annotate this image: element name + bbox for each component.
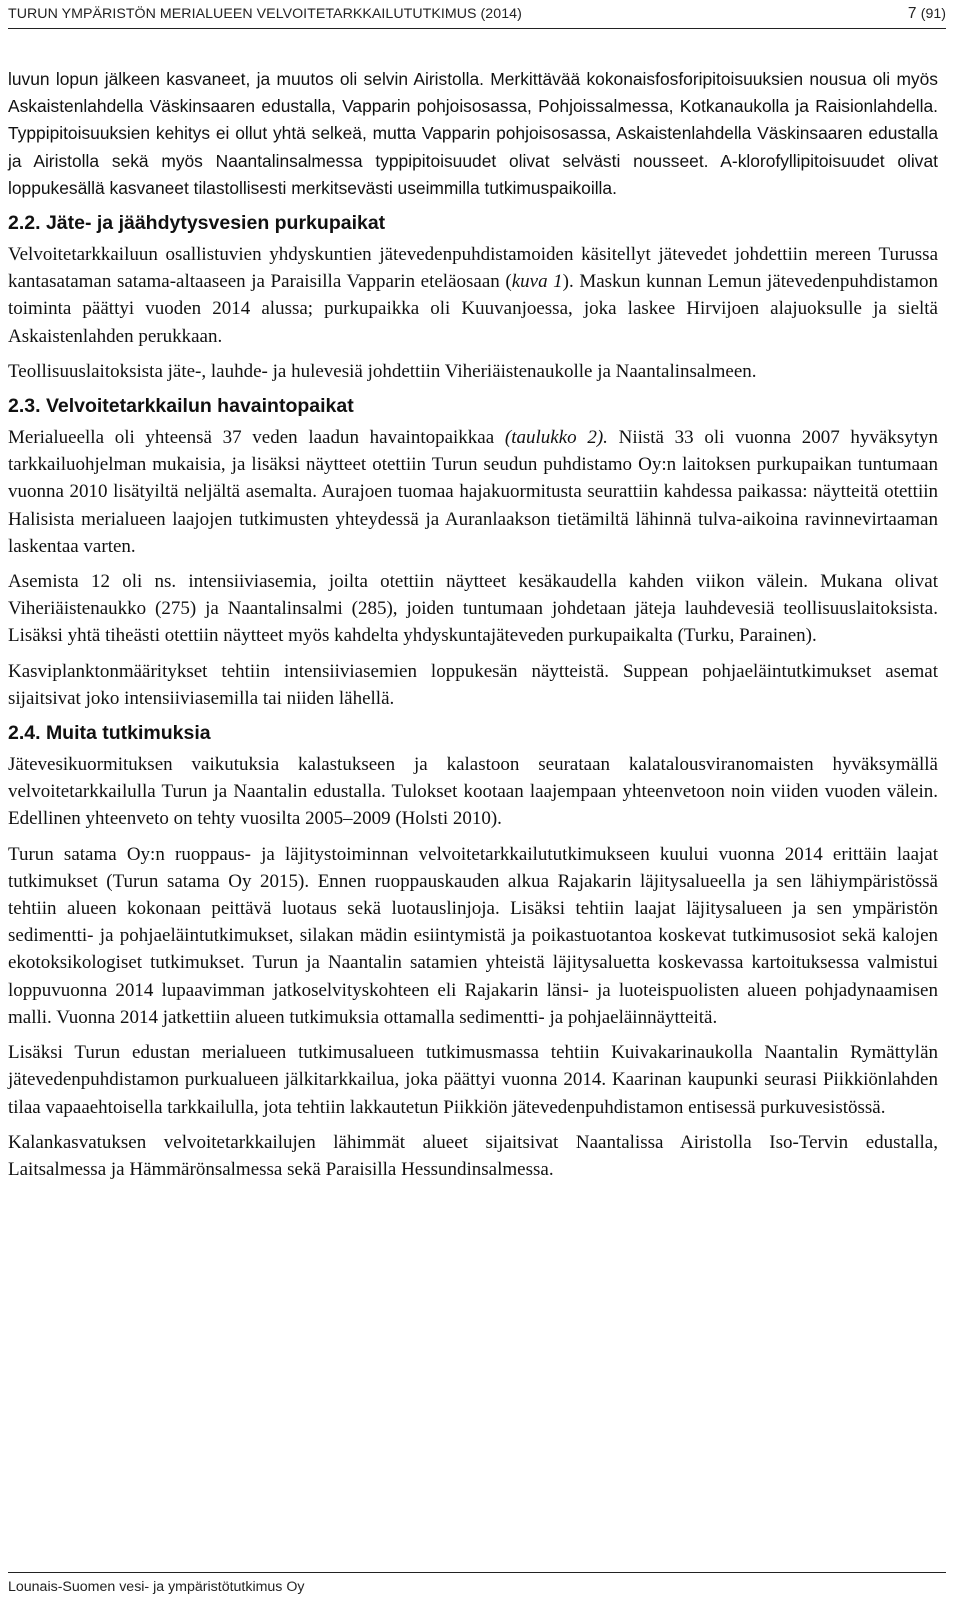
section-2-2-paragraph-2: Teollisuuslaitoksista jäte-, lauhde- ja hulevesiä johdettiin Viheriäistenaukolle ja Naantalinsalmeen. — [8, 360, 757, 382]
paragraph-text: ). Maskun kunnan Lemun jätevedenpuhdistamon toiminta päättyi vuoden 2014 alussa; purkupaikka oli Kuuvanjoessa, joka laskee Hirvijoen alajuoksulle ja sieltä Askaistenlahden perukkaan. — [8, 271, 938, 347]
header-page-number — [908, 5, 946, 23]
paragraph-text: Merialueella oli yhteensä 37 veden laadun havaintopaikkaa — [8, 427, 505, 449]
figure-reference: kuva 1 — [511, 271, 563, 293]
page-number: 7 — [907, 5, 917, 22]
section-2-3-paragraph-3: Kasviplanktonmääritykset tehtiin intensiiviasemien loppukesän näytteistä. Suppean pohjaeläintutkimukset asemat sijaitsivat joko intensiiviasemilla tai niiden lähellä. — [8, 660, 938, 709]
document-body — [8, 66, 938, 1183]
header-title: TURUN YMPÄRISTÖN MERIALUEEN VELVOITETARKKAILUTUTKIMUS (2014) — [8, 6, 522, 22]
section-2-2-heading: 2.2. Jäte- ja jäähdytysvesien purkupaikat — [8, 212, 386, 235]
footer-text: Lounais-Suomen vesi- ja ympäristötutkimus Oy — [8, 1579, 305, 1595]
table-reference: (taulukko 2). — [504, 427, 608, 449]
section-2-4-paragraph-2: Turun satama Oy:n ruoppaus- ja läjitystoiminnan velvoitetarkkailututkimukseen kuului vuonna 2014 erittäin laajat tutkimukset (Turun satama Oy 2015). Ennen ruoppauskauden alkua Rajakarin läjitysalueella ja sen lähiympäristössä tehtiin alueen kokonaan peittävä luotaus sekä luotauslinjoja. Lisäksi tehtiin laajat läjitysalueen ja sen ympäristön sedimentti- ja pohjaeläintutkimukset, silakan mädin esiintymistä ja poikastuotantoa koskevat tutkimusosiot sekä kalojen ekotoksikologiset tutkimukset. Turun ja Naantalin satamien yhteistä läjitysaluetta koskevassa kartoituksessa valmistui loppuvuonna 2014 lupaavimman jatkoselvityskohteen eli Rajakarin länsi- ja luoteispuolisten alueen pohjadynaamisen malli. Vuonna 2014 jatkettiin alueen tutkimuksia ottamalla sedimentti- ja pohjaeläinnäytteitä. — [8, 843, 938, 1028]
section-2-4-paragraph-1: Jätevesikuormituksen vaikutuksia kalastukseen ja kalastoon seurataan kalatalousviranomaisten hyväksymällä velvoitetarkkailulla Turun ja Naantalin edustalla. Tulokset kootaan laajempaan yhteenvetoon noin viiden vuoden välein. Edellinen yhteenveto on tehty vuosilta 2005–2009 (Holsti 2010). — [8, 754, 938, 830]
section-2-3-heading: 2.3. Velvoitetarkkailun havaintopaikat — [8, 395, 354, 418]
section-2-4-paragraph-3: Lisäksi Turun edustan merialueen tutkimusalueen tutkimusmassa tehtiin Kuivakarinaukolla Naantalin Rymättylän jätevedenpuhdistamon purkualueen jälkitarkkailua, joka päättyi vuonna 2014. Kaarinan kaupunki seurasi Piikkiönlahden tilaa vapaaehtoisella tarkkailulla, jota tehtiin lakkautetun Piikkiön jätevedenpuhdistamon entisessä purkuvesistössä. — [8, 1042, 938, 1118]
section-2-4-heading: 2.4. Muita tutkimuksia — [8, 722, 211, 745]
section-2-2-paragraph-1 — [8, 241, 938, 350]
section-2-3-paragraph-2: Asemista 12 oli ns. intensiiviasemia, joilta otettiin näytteet kesäkaudella kahden viikon välein. Mukana olivat Viheriäistenaukko (275) ja Naantalinsalmi (285), joiden tuntumaan johdetaan jäteja lauhdevesiä teollisuuslaitoksista. Lisäksi yhtä tiheästi otettiin näytteet myös kahdelta yhdyskuntajäteveden purkupaikalta (Turku, Parainen). — [8, 571, 938, 647]
section-2-3-paragraph-1 — [8, 424, 938, 560]
running-header — [8, 4, 946, 29]
section-2-4-paragraph-4: Kalankasvatuksen velvoitetarkkailujen lähimmät alueet sijaitsivat Naantalissa Airistolla Iso-Tervin edustalla, Laitsalmessa ja Hämmärönsalmessa sekä Paraisilla Hessundinsalmessa. — [8, 1131, 938, 1180]
paragraph-text: Velvoitetarkkailuun osallistuvien yhdyskuntien jätevedenpuhdistamoiden käsitellyt jätevedet johdettiin mereen Turussa kantasataman satama-altaaseen ja Paraisilla Vapparin eteläosaan ( — [8, 244, 938, 293]
paragraph-text: Niistä 33 oli vuonna 2007 hyväksytyn tarkkailuohjelman mukaisia, ja lisäksi näytteet otettiin Turun seudun puhdistamo Oy:n laitoksen purkupaikan tuntumaan vuonna 2010 lisätyiltä neljältä asemalta. Aurajoen tuomaa hajakuormitusta seurattiin kahdessa paikassa: näytteitä otettiin Halisista merialueen laajojen tutkimusten yhteydessä ja Auranlaakson tietämiltä lähinnä tulva-aikoina ravinnevirtaaman laskentaa varten. — [8, 427, 939, 557]
running-footer — [8, 1572, 946, 1595]
intro-paragraph: luvun lopun jälkeen kasvaneet, ja muutos oli selvin Airistolla. Merkittävää kokonaisfosforipitoisuuksien nousua oli myös Askaistenlahdella Väskinsaaren edustalla, Vapparin pohjoisosassa, Pohjoissalmessa, Kotkanaukolla ja Raisionlahdella. Typpipitoisuuksien kehitys ei ollut yhtä selkeä, mutta Vapparin pohjoisosassa, Askaistenlahdella Väskinsaaren edustalla ja Airistolla sekä myös Naantalinsalmessa typpipitoisuudet olivat selvästi nousseet. A-klorofyllipitoisuudet olivat loppukesällä kasvaneet tilastollisesti merkitsevästi useimmilla tutkimuspaikoilla. — [8, 69, 938, 198]
page-total: (91) — [920, 6, 946, 22]
